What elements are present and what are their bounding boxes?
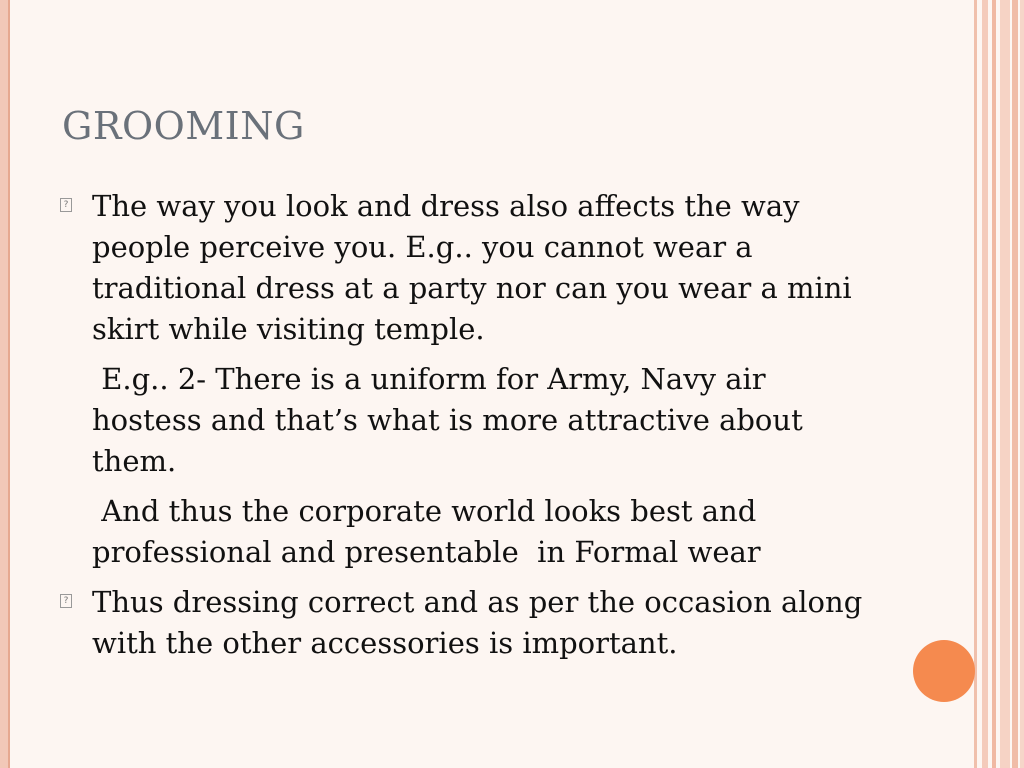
stripe <box>1020 0 1024 768</box>
stripe <box>982 0 988 768</box>
bullet-paragraph: And thus the corporate world looks best and professional and presentable in Formal wear <box>92 494 766 569</box>
stripe <box>1000 0 1010 768</box>
bullet-paragraph: Thus dressing correct and as per the occasion along with the other accessories is important. <box>92 585 863 660</box>
stripe <box>974 0 977 768</box>
left-border <box>0 0 8 768</box>
bullet-paragraph: E.g.. 2- There is a uniform for Army, Navy air hostess and that’s what is more attractive about them. <box>92 362 812 478</box>
bullet-item <box>58 582 878 664</box>
right-decorative-stripes <box>974 0 1024 768</box>
orange-circle-decoration <box>913 640 975 702</box>
slide-content <box>58 186 878 664</box>
bullet-marker-icon: ? <box>60 594 72 608</box>
bullet-marker-icon: ? <box>60 198 72 212</box>
bullet-item <box>58 186 878 573</box>
stripe <box>1012 0 1018 768</box>
slide-title: GROOMING <box>62 104 305 148</box>
stripe <box>992 0 996 768</box>
bullet-paragraph: The way you look and dress also affects the way people perceive you. E.g.. you cannot wear a traditional dress at a party nor can you wear a mini skirt while visiting temple. <box>92 189 852 346</box>
